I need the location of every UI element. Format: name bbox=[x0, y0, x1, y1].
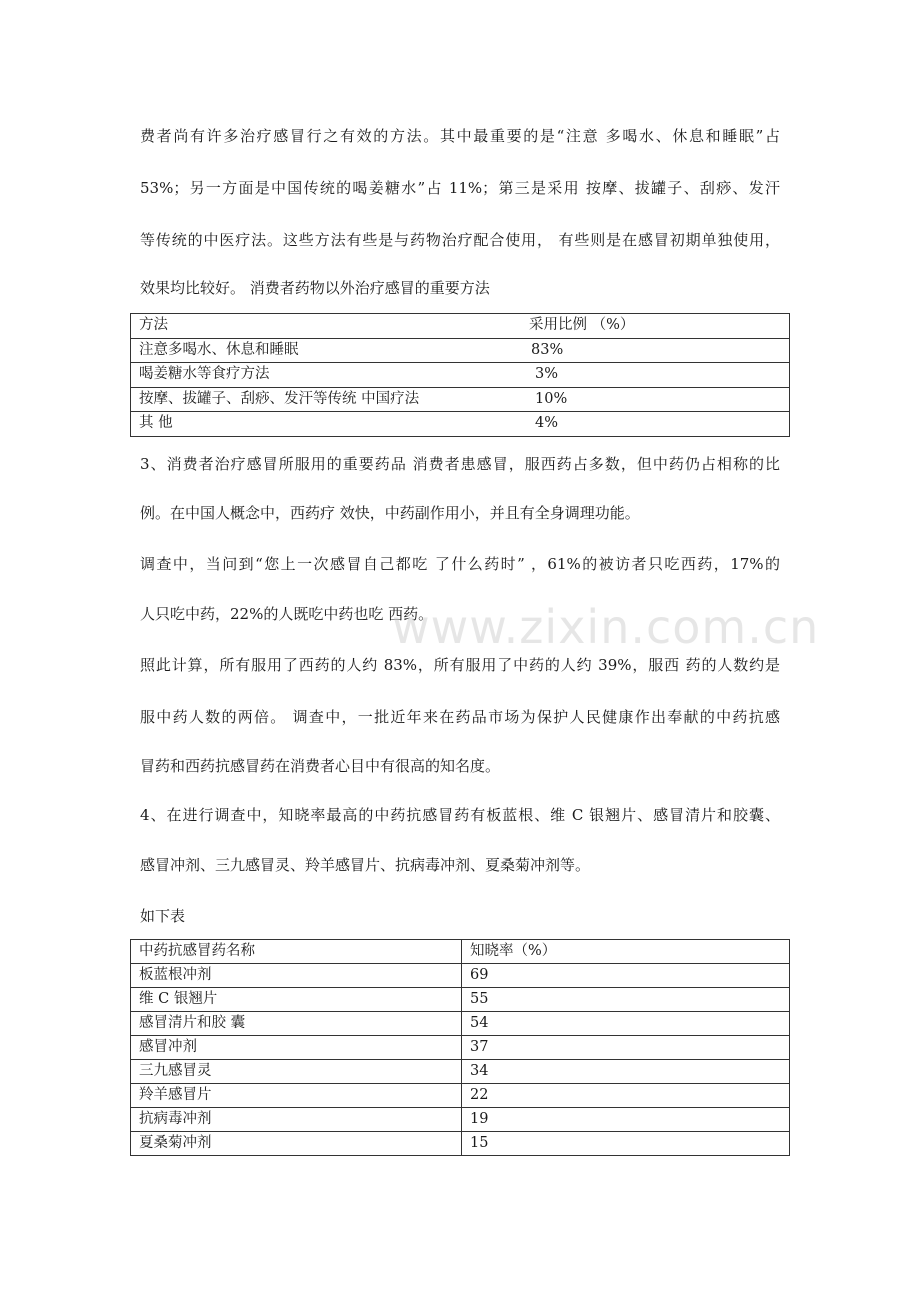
table-header-row bbox=[131, 314, 790, 339]
table-header-cell bbox=[529, 314, 790, 339]
table-cell: 三九感冒灵 bbox=[131, 1060, 462, 1084]
table-cell-text: 3% bbox=[535, 366, 559, 382]
table-cell: 注意多喝水、休息和睡眠 bbox=[131, 338, 530, 363]
table-row bbox=[131, 363, 790, 388]
table-row bbox=[131, 988, 790, 1012]
paragraph1-line: 费者尚有许多治疗感冒行之有效的方法。其中最重要的是“注意 多喝水、休息和睡眠”占 bbox=[140, 127, 780, 145]
watermark: www.zixin.com.cn bbox=[392, 600, 820, 654]
table-cell-text: 4% bbox=[535, 415, 559, 431]
methods-table bbox=[130, 313, 790, 437]
table-cell-text: 10% bbox=[535, 390, 568, 407]
table-cell: 34 bbox=[462, 1060, 790, 1084]
table-intro: 如下表 bbox=[140, 907, 186, 925]
table-cell: 板蓝根冲剂 bbox=[131, 964, 462, 988]
table-cell: 感冒清片和胶 囊 bbox=[131, 1012, 462, 1036]
table-cell: 夏桑菊冲剂 bbox=[131, 1132, 462, 1156]
paragraph1-line: 等传统的中医疗法。这些方法有些是与药物治疗配合使用， 有些则是在感冒初期单独使用， bbox=[140, 231, 780, 249]
table-cell: 羚羊感冒片 bbox=[131, 1084, 462, 1108]
table-row bbox=[131, 1012, 790, 1036]
table-cell: 69 bbox=[462, 964, 790, 988]
table-cell: 抗病毒冲剂 bbox=[131, 1108, 462, 1132]
table-row bbox=[131, 412, 790, 437]
table-header-row bbox=[131, 940, 790, 964]
table-cell bbox=[529, 412, 790, 437]
table-cell: 15 bbox=[462, 1132, 790, 1156]
table-cell: 喝姜糖水等食疗方法 bbox=[131, 363, 530, 388]
table-cell: 22 bbox=[462, 1084, 790, 1108]
table-cell: 19 bbox=[462, 1108, 790, 1132]
table-cell bbox=[529, 363, 790, 388]
table-row bbox=[131, 1084, 790, 1108]
table-row bbox=[131, 1108, 790, 1132]
table-cell: 感冒冲剂 bbox=[131, 1036, 462, 1060]
table-header-text: 采用比例 （%） bbox=[529, 317, 635, 333]
table-cell: 其 他 bbox=[131, 412, 530, 437]
section3-line: 照此计算，所有服用了西药的人约 83%，所有服用了中药的人约 39%，服西 药的人数约是 bbox=[140, 656, 780, 674]
table-header-cell: 方法 bbox=[131, 314, 530, 339]
table-cell: 维 C 银翘片 bbox=[131, 988, 462, 1012]
table-header-cell: 中药抗感冒药名称 bbox=[131, 940, 462, 964]
table-cell: 54 bbox=[462, 1012, 790, 1036]
table-cell: 37 bbox=[462, 1036, 790, 1060]
table-row bbox=[131, 1132, 790, 1156]
section3-line: 调查中，当问到“您上一次感冒自己都吃 了什么药时” ，61%的被访者只吃西药，17%的 bbox=[140, 555, 780, 573]
table-row bbox=[131, 387, 790, 412]
table-row bbox=[131, 1060, 790, 1084]
section3-line: 3、消费者治疗感冒所服用的重要药品 消费者患感冒，服西药占多数，但中药仍占相称的比 bbox=[140, 455, 780, 473]
table-cell: 55 bbox=[462, 988, 790, 1012]
section3-line: 人只吃中药，22%的人既吃中药也吃 西药。 bbox=[140, 605, 434, 623]
table-cell-text: 83% bbox=[531, 341, 564, 358]
table-row bbox=[131, 338, 790, 363]
section3-line: 例。在中国人概念中，西药疗 效快，中药副作用小，并且有全身调理功能。 bbox=[140, 504, 640, 522]
section4-line: 4、在进行调查中，知晓率最高的中药抗感冒药有板蓝根、维 C 银翘片、感冒清片和胶囊、 bbox=[140, 806, 780, 824]
table-cell: 按摩、拔罐子、刮痧、发汗等传统 中国疗法 bbox=[131, 387, 530, 412]
table-cell bbox=[529, 338, 790, 363]
section3-line: 服中药人数的两倍。 调查中，一批近年来在药品市场为保护人民健康作出奉献的中药抗感 bbox=[140, 708, 780, 726]
table-cell bbox=[529, 387, 790, 412]
awareness-table bbox=[130, 939, 790, 1156]
table-header-cell: 知晓率（%） bbox=[462, 940, 790, 964]
paragraph1-line: 53%；另一方面是中国传统的喝姜糖水”占 11%；第三是采用 按摩、拔罐子、刮痧、发汗 bbox=[140, 179, 780, 197]
paragraph1-line: 效果均比较好。 消费者药物以外治疗感冒的重要方法 bbox=[140, 279, 490, 297]
table-row bbox=[131, 1036, 790, 1060]
section4-line: 感冒冲剂、三九感冒灵、羚羊感冒片、抗病毒冲剂、夏桑菊冲剂等。 bbox=[140, 856, 591, 874]
section3-line: 冒药和西药抗感冒药在消费者心目中有很高的知名度。 bbox=[140, 757, 501, 775]
table-row bbox=[131, 964, 790, 988]
